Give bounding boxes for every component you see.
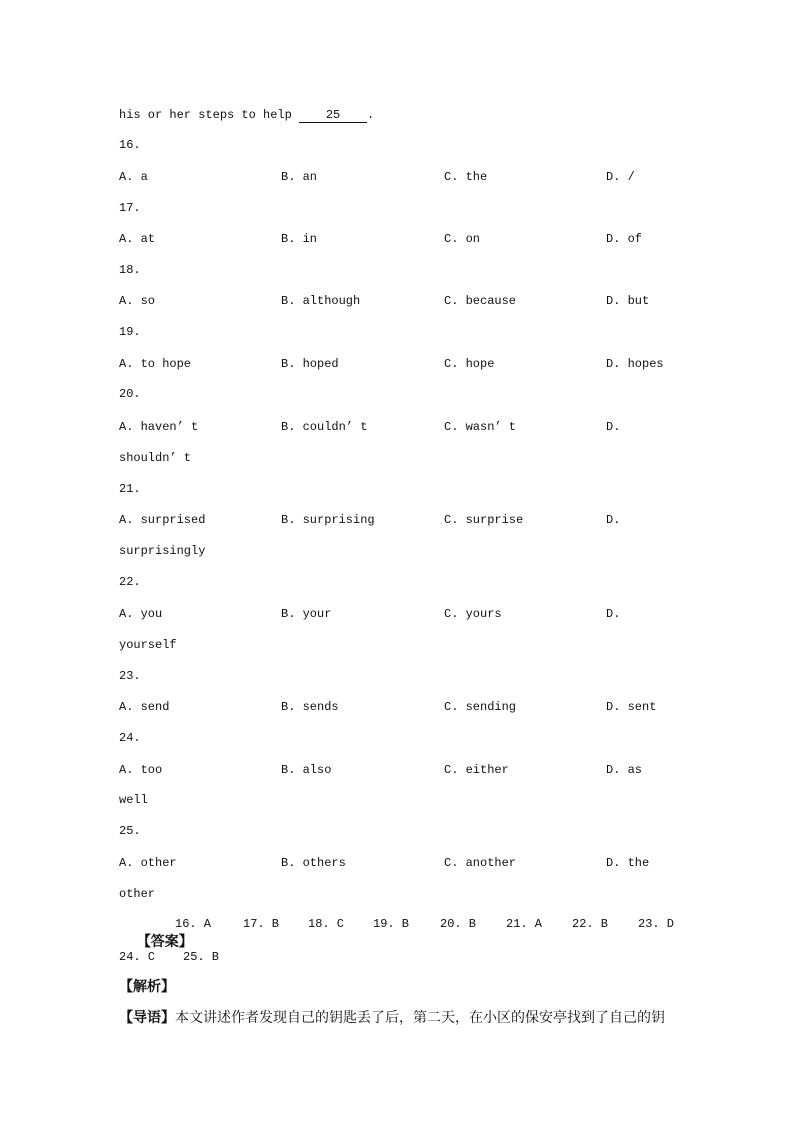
answer-item: 17. B	[243, 917, 280, 931]
question-23-option-d: D. sent	[606, 700, 657, 714]
question-20-option-a: A. haven’ t	[119, 420, 199, 434]
question-25-option-c: C. another	[444, 856, 517, 870]
question-23-options	[119, 699, 689, 715]
question-23-option-b: B. sends	[281, 700, 339, 714]
answer-item: 18. C	[308, 917, 345, 931]
question-17-option-b: B. in	[281, 232, 318, 246]
answer-row-2	[119, 948, 719, 966]
question-25-option-b: B. others	[281, 856, 346, 870]
question-23-option-a: A. send	[119, 700, 170, 714]
question-18-option-c: C. because	[444, 294, 517, 308]
answer-item: 22. B	[572, 917, 609, 931]
question-16-options	[119, 169, 689, 185]
question-16-option-c: C. the	[444, 170, 488, 184]
answer-label: 【答案】	[136, 934, 193, 950]
question-17-number: 17.	[119, 201, 141, 215]
question-20-number: 20.	[119, 387, 141, 401]
question-19-options	[119, 356, 689, 372]
question-22-option-b: B. your	[281, 607, 332, 621]
question-24-option-d: D. as	[606, 763, 643, 777]
question-18-options	[119, 293, 689, 309]
question-21-option-b: B. surprising	[281, 513, 375, 527]
question-25-options	[119, 855, 689, 871]
question-21-option-c: C. surprise	[444, 513, 524, 527]
answer-item: 20. B	[440, 917, 477, 931]
question-19-option-b: B. hoped	[281, 357, 339, 371]
question-24-option-d-wrap: well	[119, 793, 148, 807]
question-20-option-b: B. couldn’ t	[281, 420, 368, 434]
question-22-options	[119, 606, 689, 622]
question-19-number: 19.	[119, 325, 141, 339]
question-21-option-d-wrap: surprisingly	[119, 544, 206, 558]
analysis-label: 【解析】	[119, 979, 175, 995]
question-18-number: 18.	[119, 263, 141, 277]
passage-line	[119, 107, 689, 123]
question-24-option-a: A. too	[119, 763, 163, 777]
question-22-option-d: D.	[606, 607, 621, 621]
question-16-option-d: D. /	[606, 170, 635, 184]
answer-item: 21. A	[506, 917, 543, 931]
question-19-option-d: D. hopes	[606, 357, 664, 371]
question-24-option-c: C. either	[444, 763, 509, 777]
question-25-option-d: D. the	[606, 856, 650, 870]
question-18-option-a: A. so	[119, 294, 156, 308]
question-20-option-d: D.	[606, 420, 621, 434]
answer-item: 23. D	[638, 917, 675, 931]
question-17-options	[119, 231, 689, 247]
question-18-option-d: D. but	[606, 294, 650, 308]
question-17-option-a: A. at	[119, 232, 156, 246]
question-24-number: 24.	[119, 731, 141, 745]
question-24-options	[119, 762, 689, 778]
passage-text: his or her steps to help	[119, 108, 300, 122]
question-17-option-d: D. of	[606, 232, 643, 246]
guide-label: 【导语】	[119, 1010, 175, 1026]
question-20-option-c: C. wasn’ t	[444, 420, 517, 434]
passage-end: .	[367, 108, 375, 122]
question-16-number: 16.	[119, 138, 141, 152]
question-21-options	[119, 512, 689, 528]
answer-item: 16. A	[175, 917, 212, 931]
question-16-option-a: A. a	[119, 170, 148, 184]
guide-line	[119, 1009, 719, 1027]
question-25-option-a: A. other	[119, 856, 177, 870]
question-22-option-a: A. you	[119, 607, 163, 621]
question-17-option-c: C. on	[444, 232, 481, 246]
question-21-option-d: D.	[606, 513, 621, 527]
answer-item: 25. B	[183, 950, 220, 964]
question-24-option-b: B. also	[281, 763, 332, 777]
question-21-option-a: A. surprised	[119, 513, 206, 527]
answer-row-1	[119, 915, 719, 950]
question-21-number: 21.	[119, 482, 141, 496]
question-19-option-a: A. to hope	[119, 357, 192, 371]
guide-text: 本文讲述作者发现自己的钥匙丢了后，第二天，在小区的保安亭找到了自己的钥	[175, 1010, 665, 1026]
question-22-option-c: C. yours	[444, 607, 502, 621]
question-22-option-d-wrap: yourself	[119, 638, 177, 652]
blank-25: 25	[299, 108, 367, 123]
question-20-option-d-wrap: shouldn’ t	[119, 451, 192, 465]
question-25-option-d-wrap: other	[119, 887, 156, 901]
question-25-number: 25.	[119, 824, 141, 838]
question-16-option-b: B. an	[281, 170, 318, 184]
answer-item: 24. C	[119, 950, 156, 964]
question-23-number: 23.	[119, 669, 141, 683]
question-23-option-c: C. sending	[444, 700, 517, 714]
question-22-number: 22.	[119, 575, 141, 589]
question-18-option-b: B. although	[281, 294, 361, 308]
question-20-options	[119, 419, 689, 435]
question-19-option-c: C. hope	[444, 357, 495, 371]
answer-item: 19. B	[373, 917, 410, 931]
